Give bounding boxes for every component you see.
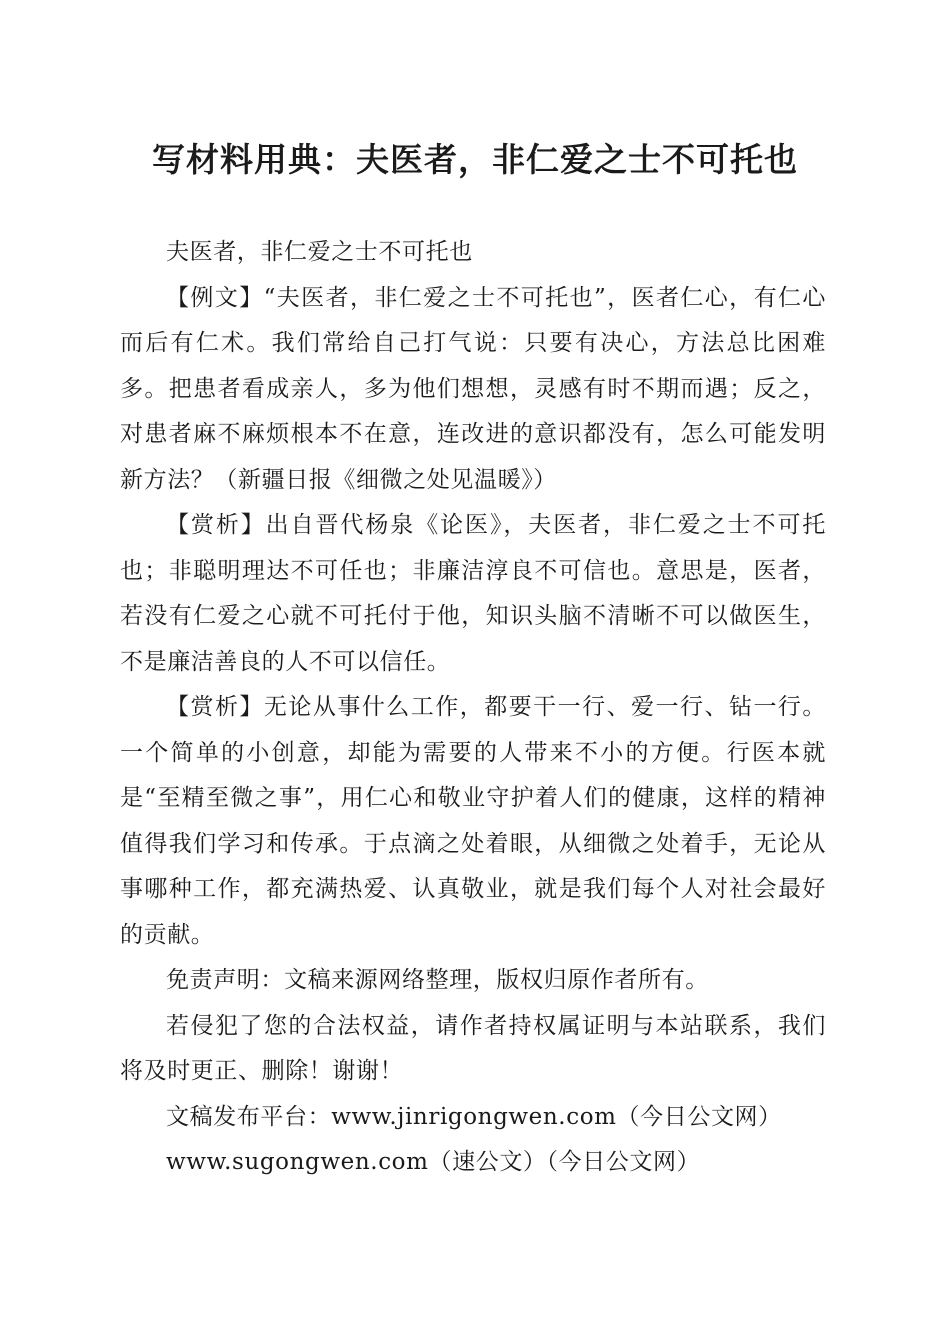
paragraph-platform-1: 文稿发布平台：www.jinrigongwen.com（今日公文网） <box>166 1103 782 1130</box>
paragraph-platform-2: www.sugongwen.com（速公文）（今日公文网） <box>166 1149 701 1175</box>
paragraph-disclaimer: 免责声明：文稿来源网络整理，版权归原作者所有。 <box>166 967 709 993</box>
document-title: 写材料用典：夫医者，非仁爱之士不可托也 <box>152 140 798 179</box>
paragraph-heading-quote: 夫医者，非仁爱之士不可托也 <box>166 239 473 265</box>
document-body <box>120 230 826 1186</box>
paragraph-analysis-1: 【赏析】出自晋代杨泉《论医》，夫医者，非仁爱之士不可托也；非聪明理达不可任也；非廉洁淳良不可信也。意思是，医者，若没有仁爱之心就不可托付于他，知识头脑不清晰不可以做医生，不是廉洁善良的人不可以信任。 <box>120 512 826 675</box>
paragraph-example: 【例文】“夫医者，非仁爱之士不可托也”，医者仁心，有仁心而后有仁术。我们常给自己打气说：只要有决心，方法总比困难多。把患者看成亲人，多为他们想想，灵感有时不期而遇；反之，对患者麻不麻烦根本不在意，连改进的意识都没有，怎么可能发明新方法？（新疆日报《细微之处见温暖》） <box>120 284 826 493</box>
paragraph-contact-notice: 若侵犯了您的合法权益，请作者持权属证明与本站联系，我们将及时更正、删除！谢谢！ <box>120 1012 826 1084</box>
paragraph-analysis-2: 【赏析】无论从事什么工作，都要干一行、爱一行、钻一行。一个简单的小创意，却能为需要的人带来不小的方便。行医本就是“至精至微之事”，用仁心和敬业守护着人们的健康，这样的精神值得我们学习和传承。于点滴之处着眼，从细微之处着手，无论从事哪种工作，都充满热爱、认真敬业，就是我们每个人对社会最好的贡献。 <box>120 694 826 948</box>
